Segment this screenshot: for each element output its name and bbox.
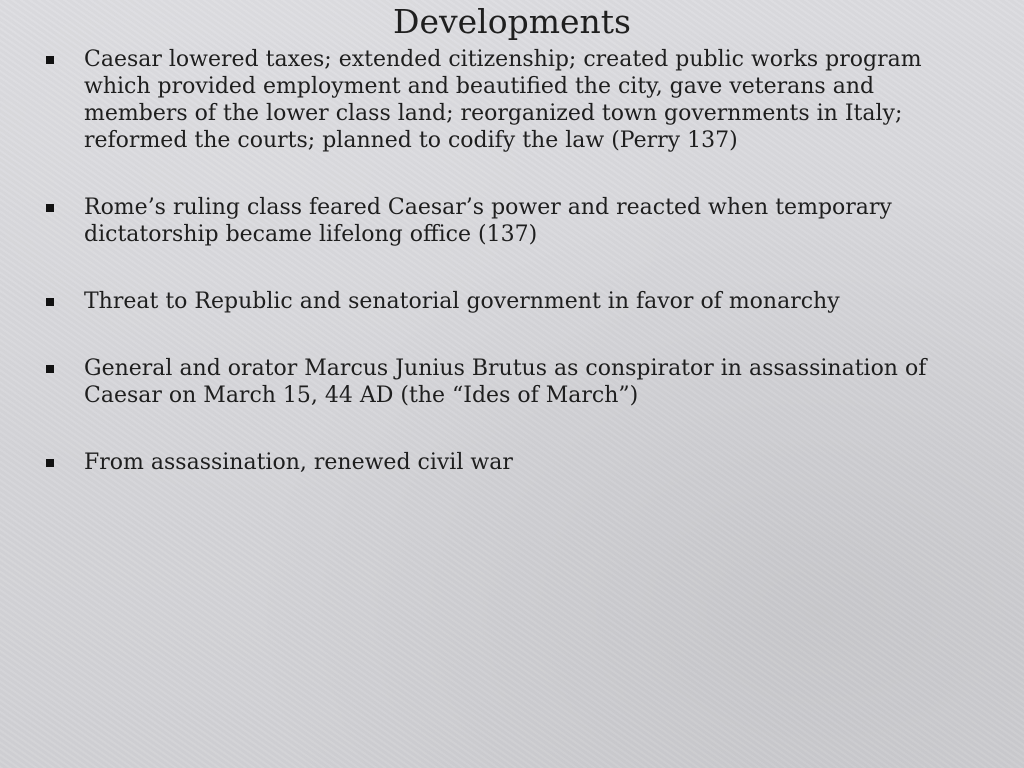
- square-bullet-icon: [46, 459, 54, 467]
- bullet-text: From assassination, renewed civil war: [84, 450, 513, 475]
- bullet-item: [44, 288, 984, 315]
- bullet-text: General and orator Marcus Junius Brutus as conspirator in assassination of Caesar on March 15, 44 AD (the “Ides of March”): [84, 356, 927, 408]
- bullet-text: Caesar lowered taxes; extended citizenship; created public works program which provided employment and beautified the city, gave veterans and members of the lower class land; reorganized town governments in Italy; reformed the courts; planned to codify the law (Perry 137): [84, 47, 922, 153]
- bullet-list: [44, 46, 984, 516]
- bullet-item: [44, 194, 984, 248]
- bullet-text: Threat to Republic and senatorial government in favor of monarchy: [84, 289, 840, 314]
- square-bullet-icon: [46, 365, 54, 373]
- square-bullet-icon: [46, 204, 54, 212]
- bullet-item: [44, 449, 984, 476]
- bullet-item: [44, 46, 984, 154]
- square-bullet-icon: [46, 56, 54, 64]
- square-bullet-icon: [46, 298, 54, 306]
- bullet-item: [44, 355, 984, 409]
- slide-title: Developments: [393, 2, 631, 41]
- bullet-text: Rome’s ruling class feared Caesar’s power and reacted when temporary dictatorship became lifelong office (137): [84, 195, 892, 247]
